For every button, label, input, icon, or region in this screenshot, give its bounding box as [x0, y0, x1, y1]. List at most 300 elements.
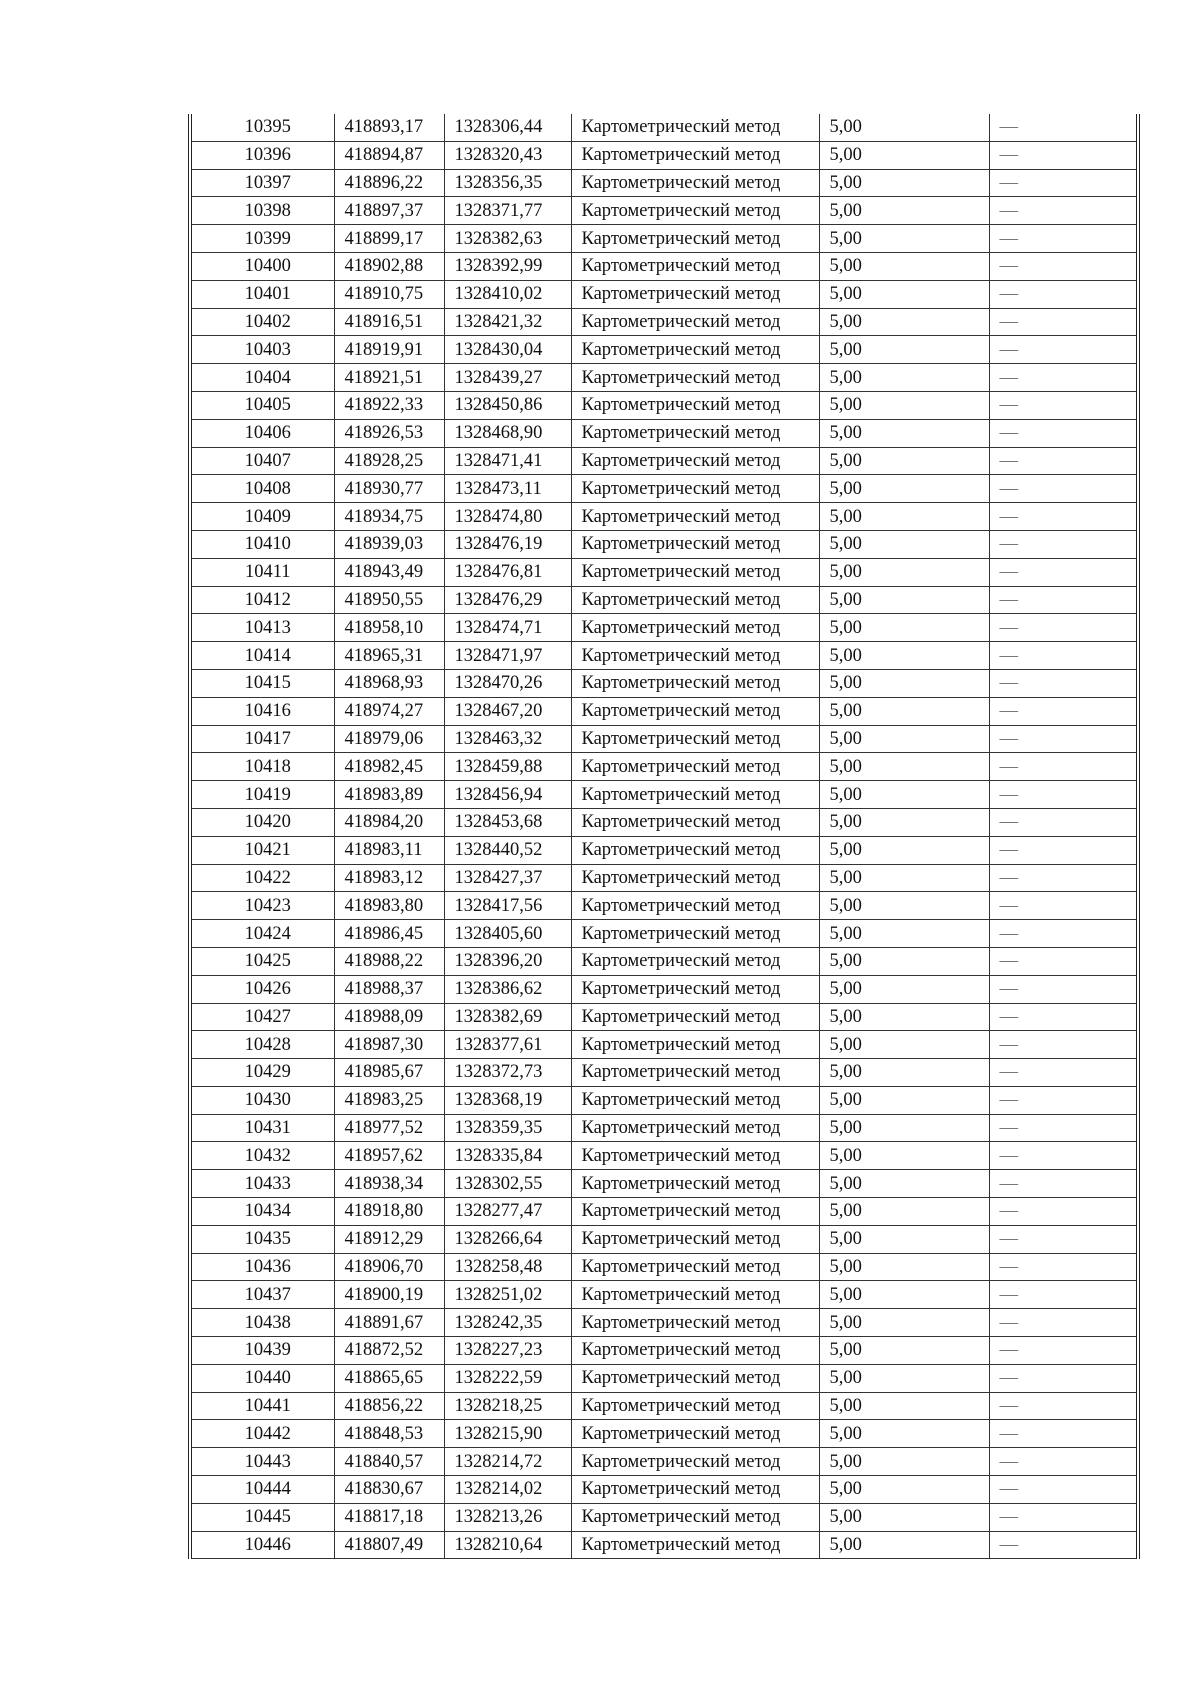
- y-coordinate-cell: 1328251,02: [444, 1281, 571, 1309]
- table-row: [190, 669, 1138, 697]
- method-cell: Картометрический метод: [571, 892, 819, 920]
- x-coordinate-cell: 418985,67: [334, 1059, 444, 1087]
- method-cell: Картометрический метод: [571, 1114, 819, 1142]
- x-coordinate-cell: 418968,93: [334, 669, 444, 697]
- accuracy-cell: 5,00: [819, 1531, 989, 1559]
- table-row: [190, 1198, 1138, 1226]
- x-coordinate-cell: 418918,80: [334, 1198, 444, 1226]
- accuracy-cell: 5,00: [819, 808, 989, 836]
- table-row: [190, 1114, 1138, 1142]
- method-cell: Картометрический метод: [571, 141, 819, 169]
- note-cell: —: [989, 1114, 1138, 1142]
- accuracy-cell: 5,00: [819, 1003, 989, 1031]
- table-row: [190, 1448, 1138, 1476]
- y-coordinate-cell: 1328456,94: [444, 781, 571, 809]
- note-cell: —: [989, 419, 1138, 447]
- table-row: [190, 1309, 1138, 1337]
- method-cell: Картометрический метод: [571, 1364, 819, 1392]
- method-cell: Картометрический метод: [571, 391, 819, 419]
- note-cell: —: [989, 391, 1138, 419]
- method-cell: Картометрический метод: [571, 808, 819, 836]
- note-cell: —: [989, 1364, 1138, 1392]
- table-row: [190, 1031, 1138, 1059]
- y-coordinate-cell: 1328382,63: [444, 225, 571, 253]
- method-cell: Картометрический метод: [571, 975, 819, 1003]
- accuracy-cell: 5,00: [819, 642, 989, 670]
- note-cell: —: [989, 836, 1138, 864]
- point-number-cell: 10439: [190, 1337, 334, 1365]
- note-cell: —: [989, 669, 1138, 697]
- point-number-cell: 10395: [190, 114, 334, 141]
- x-coordinate-cell: 418817,18: [334, 1503, 444, 1531]
- point-number-cell: 10411: [190, 558, 334, 586]
- table-row: [190, 308, 1138, 336]
- accuracy-cell: 5,00: [819, 1281, 989, 1309]
- x-coordinate-cell: 418977,52: [334, 1114, 444, 1142]
- accuracy-cell: 5,00: [819, 280, 989, 308]
- y-coordinate-cell: 1328227,23: [444, 1337, 571, 1365]
- point-number-cell: 10433: [190, 1170, 334, 1198]
- accuracy-cell: 5,00: [819, 530, 989, 558]
- x-coordinate-cell: 418899,17: [334, 225, 444, 253]
- note-cell: —: [989, 1448, 1138, 1476]
- x-coordinate-cell: 418983,25: [334, 1086, 444, 1114]
- point-number-cell: 10446: [190, 1531, 334, 1559]
- y-coordinate-cell: 1328266,64: [444, 1225, 571, 1253]
- y-coordinate-cell: 1328277,47: [444, 1198, 571, 1226]
- accuracy-cell: 5,00: [819, 447, 989, 475]
- method-cell: Картометрический метод: [571, 280, 819, 308]
- method-cell: Картометрический метод: [571, 697, 819, 725]
- method-cell: Картометрический метод: [571, 586, 819, 614]
- point-number-cell: 10403: [190, 336, 334, 364]
- note-cell: —: [989, 1531, 1138, 1559]
- point-number-cell: 10417: [190, 725, 334, 753]
- y-coordinate-cell: 1328242,35: [444, 1309, 571, 1337]
- note-cell: —: [989, 280, 1138, 308]
- method-cell: Картометрический метод: [571, 252, 819, 280]
- note-cell: —: [989, 1142, 1138, 1170]
- point-number-cell: 10409: [190, 503, 334, 531]
- x-coordinate-cell: 418988,37: [334, 975, 444, 1003]
- y-coordinate-cell: 1328471,97: [444, 642, 571, 670]
- x-coordinate-cell: 418979,06: [334, 725, 444, 753]
- table-row: [190, 1420, 1138, 1448]
- accuracy-cell: 5,00: [819, 364, 989, 392]
- method-cell: Картометрический метод: [571, 364, 819, 392]
- point-number-cell: 10412: [190, 586, 334, 614]
- accuracy-cell: 5,00: [819, 1309, 989, 1337]
- accuracy-cell: 5,00: [819, 503, 989, 531]
- table-row: [190, 1142, 1138, 1170]
- accuracy-cell: 5,00: [819, 1420, 989, 1448]
- y-coordinate-cell: 1328377,61: [444, 1031, 571, 1059]
- x-coordinate-cell: 418856,22: [334, 1392, 444, 1420]
- note-cell: —: [989, 781, 1138, 809]
- table-row: [190, 864, 1138, 892]
- point-number-cell: 10444: [190, 1476, 334, 1504]
- accuracy-cell: 5,00: [819, 836, 989, 864]
- method-cell: Картометрический метод: [571, 475, 819, 503]
- note-cell: —: [989, 447, 1138, 475]
- table-row: [190, 419, 1138, 447]
- note-cell: —: [989, 864, 1138, 892]
- y-coordinate-cell: 1328392,99: [444, 252, 571, 280]
- y-coordinate-cell: 1328368,19: [444, 1086, 571, 1114]
- y-coordinate-cell: 1328470,26: [444, 669, 571, 697]
- note-cell: —: [989, 114, 1138, 141]
- x-coordinate-cell: 418983,11: [334, 836, 444, 864]
- table-row: [190, 475, 1138, 503]
- accuracy-cell: 5,00: [819, 586, 989, 614]
- table-row: [190, 975, 1138, 1003]
- y-coordinate-cell: 1328417,56: [444, 892, 571, 920]
- x-coordinate-cell: 418965,31: [334, 642, 444, 670]
- table-row: [190, 1503, 1138, 1531]
- table-row: [190, 697, 1138, 725]
- note-cell: —: [989, 1392, 1138, 1420]
- x-coordinate-cell: 418807,49: [334, 1531, 444, 1559]
- note-cell: —: [989, 725, 1138, 753]
- note-cell: —: [989, 475, 1138, 503]
- note-cell: —: [989, 1309, 1138, 1337]
- table-row: [190, 391, 1138, 419]
- note-cell: —: [989, 503, 1138, 531]
- table-row: [190, 447, 1138, 475]
- y-coordinate-cell: 1328476,29: [444, 586, 571, 614]
- note-cell: —: [989, 947, 1138, 975]
- table-row: [190, 558, 1138, 586]
- y-coordinate-cell: 1328371,77: [444, 197, 571, 225]
- method-cell: Картометрический метод: [571, 781, 819, 809]
- accuracy-cell: 5,00: [819, 1253, 989, 1281]
- x-coordinate-cell: 418938,34: [334, 1170, 444, 1198]
- point-number-cell: 10441: [190, 1392, 334, 1420]
- y-coordinate-cell: 1328421,32: [444, 308, 571, 336]
- method-cell: Картометрический метод: [571, 1170, 819, 1198]
- method-cell: Картометрический метод: [571, 114, 819, 141]
- method-cell: Картометрический метод: [571, 558, 819, 586]
- point-number-cell: 10422: [190, 864, 334, 892]
- note-cell: —: [989, 1086, 1138, 1114]
- method-cell: Картометрический метод: [571, 1059, 819, 1087]
- method-cell: Картометрический метод: [571, 864, 819, 892]
- x-coordinate-cell: 418943,49: [334, 558, 444, 586]
- point-number-cell: 10399: [190, 225, 334, 253]
- note-cell: —: [989, 614, 1138, 642]
- note-cell: —: [989, 364, 1138, 392]
- note-cell: —: [989, 1031, 1138, 1059]
- point-number-cell: 10442: [190, 1420, 334, 1448]
- coordinates-table-body: [190, 114, 1138, 1559]
- table-row: [190, 114, 1138, 141]
- y-coordinate-cell: 1328439,27: [444, 364, 571, 392]
- note-cell: —: [989, 308, 1138, 336]
- point-number-cell: 10432: [190, 1142, 334, 1170]
- accuracy-cell: 5,00: [819, 975, 989, 1003]
- note-cell: —: [989, 642, 1138, 670]
- accuracy-cell: 5,00: [819, 308, 989, 336]
- point-number-cell: 10426: [190, 975, 334, 1003]
- accuracy-cell: 5,00: [819, 1503, 989, 1531]
- note-cell: —: [989, 1059, 1138, 1087]
- table-row: [190, 725, 1138, 753]
- note-cell: —: [989, 252, 1138, 280]
- accuracy-cell: 5,00: [819, 1364, 989, 1392]
- x-coordinate-cell: 418897,37: [334, 197, 444, 225]
- x-coordinate-cell: 418906,70: [334, 1253, 444, 1281]
- table-row: [190, 1253, 1138, 1281]
- accuracy-cell: 5,00: [819, 1031, 989, 1059]
- y-coordinate-cell: 1328222,59: [444, 1364, 571, 1392]
- y-coordinate-cell: 1328214,72: [444, 1448, 571, 1476]
- note-cell: —: [989, 753, 1138, 781]
- x-coordinate-cell: 418983,80: [334, 892, 444, 920]
- note-cell: —: [989, 975, 1138, 1003]
- x-coordinate-cell: 418919,91: [334, 336, 444, 364]
- y-coordinate-cell: 1328467,20: [444, 697, 571, 725]
- table-row: [190, 336, 1138, 364]
- point-number-cell: 10440: [190, 1364, 334, 1392]
- point-number-cell: 10437: [190, 1281, 334, 1309]
- method-cell: Картометрический метод: [571, 614, 819, 642]
- table-row: [190, 1476, 1138, 1504]
- x-coordinate-cell: 418958,10: [334, 614, 444, 642]
- method-cell: Картометрический метод: [571, 669, 819, 697]
- table-row: [190, 947, 1138, 975]
- note-cell: —: [989, 141, 1138, 169]
- point-number-cell: 10396: [190, 141, 334, 169]
- accuracy-cell: 5,00: [819, 1392, 989, 1420]
- x-coordinate-cell: 418922,33: [334, 391, 444, 419]
- y-coordinate-cell: 1328302,55: [444, 1170, 571, 1198]
- y-coordinate-cell: 1328471,41: [444, 447, 571, 475]
- point-number-cell: 10404: [190, 364, 334, 392]
- accuracy-cell: 5,00: [819, 725, 989, 753]
- note-cell: —: [989, 808, 1138, 836]
- point-number-cell: 10397: [190, 169, 334, 197]
- x-coordinate-cell: 418896,22: [334, 169, 444, 197]
- method-cell: Картометрический метод: [571, 530, 819, 558]
- method-cell: Картометрический метод: [571, 1253, 819, 1281]
- y-coordinate-cell: 1328474,80: [444, 503, 571, 531]
- y-coordinate-cell: 1328215,90: [444, 1420, 571, 1448]
- y-coordinate-cell: 1328410,02: [444, 280, 571, 308]
- accuracy-cell: 5,00: [819, 197, 989, 225]
- note-cell: —: [989, 892, 1138, 920]
- method-cell: Картометрический метод: [571, 1086, 819, 1114]
- y-coordinate-cell: 1328386,62: [444, 975, 571, 1003]
- x-coordinate-cell: 418957,62: [334, 1142, 444, 1170]
- point-number-cell: 10427: [190, 1003, 334, 1031]
- table-row: [190, 1392, 1138, 1420]
- y-coordinate-cell: 1328382,69: [444, 1003, 571, 1031]
- table-row: [190, 1281, 1138, 1309]
- accuracy-cell: 5,00: [819, 1337, 989, 1365]
- accuracy-cell: 5,00: [819, 1059, 989, 1087]
- accuracy-cell: 5,00: [819, 1114, 989, 1142]
- y-coordinate-cell: 1328214,02: [444, 1476, 571, 1504]
- accuracy-cell: 5,00: [819, 114, 989, 141]
- x-coordinate-cell: 418983,12: [334, 864, 444, 892]
- x-coordinate-cell: 418988,09: [334, 1003, 444, 1031]
- point-number-cell: 10443: [190, 1448, 334, 1476]
- point-number-cell: 10435: [190, 1225, 334, 1253]
- accuracy-cell: 5,00: [819, 475, 989, 503]
- accuracy-cell: 5,00: [819, 1225, 989, 1253]
- point-number-cell: 10419: [190, 781, 334, 809]
- y-coordinate-cell: 1328430,04: [444, 336, 571, 364]
- x-coordinate-cell: 418974,27: [334, 697, 444, 725]
- note-cell: —: [989, 336, 1138, 364]
- method-cell: Картометрический метод: [571, 225, 819, 253]
- note-cell: —: [989, 1253, 1138, 1281]
- point-number-cell: 10400: [190, 252, 334, 280]
- table-row: [190, 280, 1138, 308]
- table-row: [190, 781, 1138, 809]
- point-number-cell: 10445: [190, 1503, 334, 1531]
- x-coordinate-cell: 418830,67: [334, 1476, 444, 1504]
- x-coordinate-cell: 418928,25: [334, 447, 444, 475]
- y-coordinate-cell: 1328258,48: [444, 1253, 571, 1281]
- x-coordinate-cell: 418910,75: [334, 280, 444, 308]
- method-cell: Картометрический метод: [571, 725, 819, 753]
- table-row: [190, 1003, 1138, 1031]
- point-number-cell: 10423: [190, 892, 334, 920]
- note-cell: —: [989, 1420, 1138, 1448]
- method-cell: Картометрический метод: [571, 447, 819, 475]
- y-coordinate-cell: 1328306,44: [444, 114, 571, 141]
- x-coordinate-cell: 418986,45: [334, 920, 444, 948]
- note-cell: —: [989, 1003, 1138, 1031]
- table-row: [190, 586, 1138, 614]
- x-coordinate-cell: 418987,30: [334, 1031, 444, 1059]
- point-number-cell: 10430: [190, 1086, 334, 1114]
- note-cell: —: [989, 1225, 1138, 1253]
- y-coordinate-cell: 1328335,84: [444, 1142, 571, 1170]
- table-row: [190, 753, 1138, 781]
- accuracy-cell: 5,00: [819, 336, 989, 364]
- method-cell: Картометрический метод: [571, 1476, 819, 1504]
- method-cell: Картометрический метод: [571, 1142, 819, 1170]
- x-coordinate-cell: 418891,67: [334, 1309, 444, 1337]
- table-row: [190, 614, 1138, 642]
- y-coordinate-cell: 1328476,81: [444, 558, 571, 586]
- method-cell: Картометрический метод: [571, 1420, 819, 1448]
- note-cell: —: [989, 586, 1138, 614]
- x-coordinate-cell: 418902,88: [334, 252, 444, 280]
- point-number-cell: 10424: [190, 920, 334, 948]
- table-row: [190, 1337, 1138, 1365]
- note-cell: —: [989, 1476, 1138, 1504]
- accuracy-cell: 5,00: [819, 1086, 989, 1114]
- y-coordinate-cell: 1328427,37: [444, 864, 571, 892]
- table-row: [190, 141, 1138, 169]
- x-coordinate-cell: 418926,53: [334, 419, 444, 447]
- y-coordinate-cell: 1328453,68: [444, 808, 571, 836]
- accuracy-cell: 5,00: [819, 892, 989, 920]
- point-number-cell: 10410: [190, 530, 334, 558]
- method-cell: Картометрический метод: [571, 947, 819, 975]
- y-coordinate-cell: 1328473,11: [444, 475, 571, 503]
- x-coordinate-cell: 418893,17: [334, 114, 444, 141]
- y-coordinate-cell: 1328450,86: [444, 391, 571, 419]
- x-coordinate-cell: 418912,29: [334, 1225, 444, 1253]
- note-cell: —: [989, 1503, 1138, 1531]
- x-coordinate-cell: 418934,75: [334, 503, 444, 531]
- point-number-cell: 10407: [190, 447, 334, 475]
- accuracy-cell: 5,00: [819, 753, 989, 781]
- coordinates-table: [188, 114, 1140, 1559]
- note-cell: —: [989, 1337, 1138, 1365]
- table-row: [190, 808, 1138, 836]
- x-coordinate-cell: 418900,19: [334, 1281, 444, 1309]
- method-cell: Картометрический метод: [571, 1281, 819, 1309]
- y-coordinate-cell: 1328459,88: [444, 753, 571, 781]
- accuracy-cell: 5,00: [819, 920, 989, 948]
- y-coordinate-cell: 1328463,32: [444, 725, 571, 753]
- point-number-cell: 10431: [190, 1114, 334, 1142]
- note-cell: —: [989, 225, 1138, 253]
- point-number-cell: 10405: [190, 391, 334, 419]
- point-number-cell: 10418: [190, 753, 334, 781]
- point-number-cell: 10425: [190, 947, 334, 975]
- method-cell: Картометрический метод: [571, 1031, 819, 1059]
- x-coordinate-cell: 418872,52: [334, 1337, 444, 1365]
- point-number-cell: 10415: [190, 669, 334, 697]
- note-cell: —: [989, 697, 1138, 725]
- method-cell: Картометрический метод: [571, 197, 819, 225]
- y-coordinate-cell: 1328396,20: [444, 947, 571, 975]
- table-row: [190, 1170, 1138, 1198]
- y-coordinate-cell: 1328440,52: [444, 836, 571, 864]
- point-number-cell: 10408: [190, 475, 334, 503]
- accuracy-cell: 5,00: [819, 864, 989, 892]
- x-coordinate-cell: 418865,65: [334, 1364, 444, 1392]
- accuracy-cell: 5,00: [819, 947, 989, 975]
- method-cell: Картометрический метод: [571, 503, 819, 531]
- note-cell: —: [989, 530, 1138, 558]
- table-row: [190, 503, 1138, 531]
- accuracy-cell: 5,00: [819, 141, 989, 169]
- accuracy-cell: 5,00: [819, 669, 989, 697]
- table-row: [190, 1364, 1138, 1392]
- y-coordinate-cell: 1328320,43: [444, 141, 571, 169]
- x-coordinate-cell: 418848,53: [334, 1420, 444, 1448]
- method-cell: Картометрический метод: [571, 1003, 819, 1031]
- x-coordinate-cell: 418950,55: [334, 586, 444, 614]
- point-number-cell: 10406: [190, 419, 334, 447]
- note-cell: —: [989, 197, 1138, 225]
- note-cell: —: [989, 169, 1138, 197]
- table-row: [190, 225, 1138, 253]
- method-cell: Картометрический метод: [571, 169, 819, 197]
- note-cell: —: [989, 1281, 1138, 1309]
- accuracy-cell: 5,00: [819, 558, 989, 586]
- table-row: [190, 892, 1138, 920]
- note-cell: —: [989, 1170, 1138, 1198]
- table-row: [190, 252, 1138, 280]
- point-number-cell: 10401: [190, 280, 334, 308]
- y-coordinate-cell: 1328210,64: [444, 1531, 571, 1559]
- method-cell: Картометрический метод: [571, 1503, 819, 1531]
- y-coordinate-cell: 1328405,60: [444, 920, 571, 948]
- method-cell: Картометрический метод: [571, 1392, 819, 1420]
- x-coordinate-cell: 418988,22: [334, 947, 444, 975]
- table-row: [190, 920, 1138, 948]
- table-row: [190, 1059, 1138, 1087]
- x-coordinate-cell: 418939,03: [334, 530, 444, 558]
